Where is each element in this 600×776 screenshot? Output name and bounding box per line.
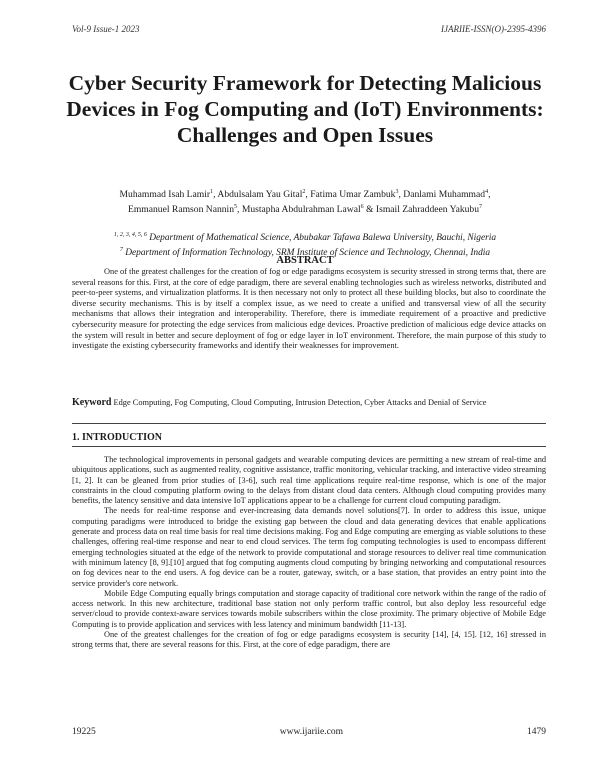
abstract-heading: ABSTRACT [276,255,334,266]
author: Fatima Umar Zambuk [310,189,396,201]
affiliation-text: Department of Mathematical Science, Abubakar Tafawa Balewa University, Bauchi, Nigeria [149,233,497,244]
author: Mustapha Abdulrahman Lawal [241,204,361,216]
section-rule-bottom [72,446,546,447]
paragraph: The technological improvements in personal gadgets and wearable computing devices are permitting a new stream of real-time and ubiquitous applications, such as augmented reality, cognitive assistance, traffic monitoring, vehicular tracking, and interactive video streaming [1, 2]. It can be gleaned from prior studies of [3-6], such real time applications require real-time response, which is one of the major constraints in the cloud computing platform owing to the delays from distant cloud data centers. Although cloud computing provides many benefits, the latency sensitive and data intensive IoT applications appear to be a challenge for current cloud computing paradigm. [72,455,546,506]
footer-url[interactable]: www.ijariie.com [279,727,343,737]
introduction-body [72,455,546,651]
author-sup: 5 [234,204,238,211]
affiliation-1 [60,229,550,244]
author: Ismail Zahraddeen Yakubu [375,204,480,216]
author: Muhammad Isah Lamir [119,189,211,201]
page-footer [72,727,546,737]
affiliation-sup: 7 [119,247,123,254]
author-sup: 1 [210,189,214,195]
author-sup: 2 [302,189,306,195]
footer-paper-id: 19225 [72,727,96,737]
footer-page-number: 1479 [526,727,546,737]
header-issn: IJARIIE-ISSN(O)-2395-4396 [441,24,546,34]
affiliation-text: Department of Information Technology, SRM Institute of Science and Technology, Chennai, India [125,248,491,259]
paragraph: One of the greatest challenges for the creation of fog or edge paradigms ecosystem is security [14], [4, 15]. [12, 16] stressed in strong terms that, there are several reasons for this. First, at the core of edge paradigm, there are [72,630,546,650]
abstract-text: One of the greatest challenges for the creation of fog or edge paradigms ecosystem is security stressed in strong terms that, there are several reasons for this. First, at the core of edge paradigm, there are several enabling technologies such as wireless networks, distributed and peer-to-peer systems, and virtualization platforms. It is then necessary not only to protect all these building blocks, but also to coordinate the diverse security mechanisms. This is by itself a complex issue, as we need to create a unified and transversal view of all the security mechanisms that allows their integration and interoperability. Therefore, there is immediate requirement of a proactive and predictive cybersecurity measure for protecting the edge services from malicious edge devices. Proactive prediction of malicious edge device attacks on the system will result in better and secure deployment of fog or edge layer in IoT environment. Therefore, the main purpose of this study to investigate the existing cybersecurity frameworks and identify their weaknesses for improvement. [72,267,546,351]
section-rule-top [72,423,546,424]
keywords [72,397,546,408]
header-volume: Vol-9 Issue-1 2023 [72,24,140,34]
author-sup: 3 [395,189,399,195]
author: Emmanuel Ramson Nannin [127,204,235,216]
author-sup: 7 [479,204,483,211]
author: Danlami Muhammad [403,189,486,201]
paper-title: Cyber Security Framework for Detecting Malicious Devices in Fog Computing and (IoT) Environments: Challenges and Open Issues [66,71,544,147]
keywords-text: Edge Computing, Fog Computing, Cloud Computing, Intrusion Detection, Cyber Attacks and Denial of Service [111,398,487,407]
affiliation-sup: 1, 2, 3, 4, 5, 6 [113,232,147,238]
paragraph: Mobile Edge Computing equally brings computation and storage capacity of traditional core network within the range of the radio of access network. In this new architecture, traditional base station not only perform traffic control, but also deploy less resourceful edge server/cloud to provide context-aware services towards mobile subscribers within the close proximity. The primary objective of Mobile Edge Computing is to provide application and services with less latency and minimum bandwidth [11-13]. [72,588,546,629]
author: Abdulsalam Yau Gital [217,189,303,201]
author-list: Muhammad Isah Lamir$^1$, Abdulsalam Yau Gital$^2$, Fatima Umar Zambuk$^3$, Danlami Muhammad$^4$, Emmanuel Ramson Nannin$^5$, Mustapha Abdulrahman Lawal$^6$ & Ismail Zahraddeen Yakubu$^7$ [119,189,491,216]
running-header [72,24,546,34]
author-sup: 4 [485,189,489,195]
section-heading: 1. INTRODUCTION [72,432,163,443]
paragraph: The needs for real-time response and ever-increasing data demands novel solutions[7]. In order to address this issue, unique computing paradigms were introduced to bridge the existing gap between the cloud and data generating devices that enable applications generate and process data on real time basis for real time decisions making. Fog and Edge computing are emerging as viable solutions to these challenges, offering real-time response and near to end cloud services. The term fog computing technologies is used to encompass different emerging technologies situated at the edge of the network to provide computational and storage resources to deliver real time communication with minimum latency [8, 9].[10] argued that fog computing augments cloud computing by bringing networking and computational resources on fog devices near to the end users. A fog device can be a router, gateway, switch, or a base station, that provides an entry point into the service provider's core network. [72,506,546,588]
keywords-label: Keyword [72,397,112,408]
author-sup: 6 [360,204,364,211]
